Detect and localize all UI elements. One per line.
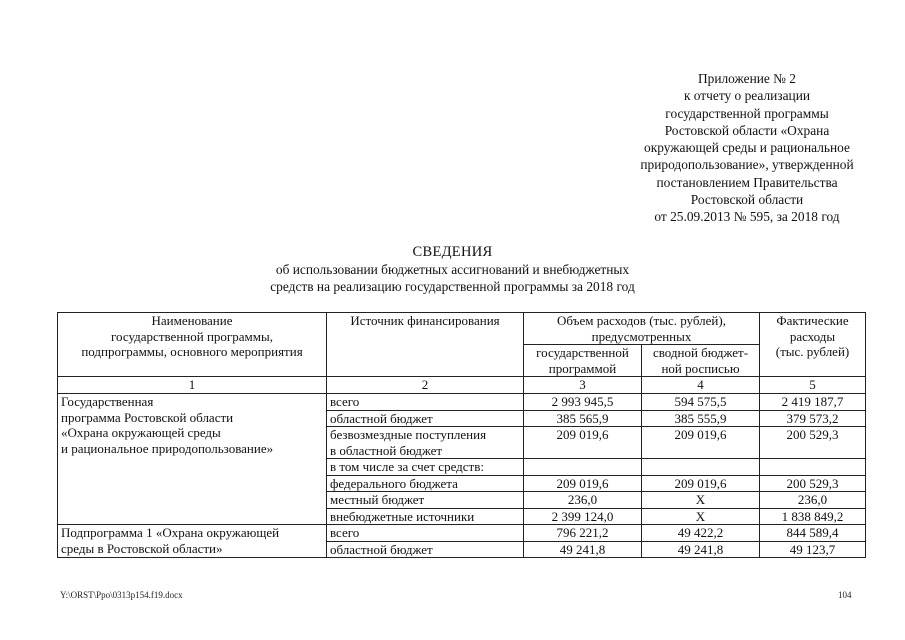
list-cell: 209 019,6 xyxy=(642,475,760,492)
column-number: 4 xyxy=(642,377,760,394)
planned-cell: 49 241,8 xyxy=(524,541,642,558)
list-cell: 49 241,8 xyxy=(642,541,760,558)
title-heading: СВЕДЕНИЯ xyxy=(412,244,493,260)
source-text: безвозмездные поступления xyxy=(330,427,487,442)
list-cell: Х xyxy=(642,492,760,509)
source-cell xyxy=(327,475,524,492)
source-text: в том числе за счет средств: xyxy=(330,459,484,474)
source-text: всего xyxy=(330,394,360,409)
actual-cell: 236,0 xyxy=(760,492,866,509)
appendix-line: к отчету о реализации xyxy=(683,88,811,104)
header-text: сводной бюджет- xyxy=(652,345,749,360)
actual-cell: 2 419 187,7 xyxy=(760,394,866,411)
header-text: ной росписью xyxy=(661,360,740,376)
appendix-line: от 25.09.2013 № 595, за 2018 год xyxy=(654,209,840,225)
list-cell xyxy=(642,459,760,476)
program-name-line: Государственная xyxy=(61,394,154,409)
header-name xyxy=(58,313,327,377)
header-volume xyxy=(524,313,760,345)
program-name-cell xyxy=(58,525,327,558)
source-text: всего xyxy=(330,525,360,540)
actual-cell: 200 529,3 xyxy=(760,475,866,492)
program-name-line: Подпрограмма 1 «Охрана окружающей xyxy=(61,525,280,540)
appendix-line: Ростовской области «Охрана xyxy=(664,122,830,138)
footer-page-number: 104 xyxy=(838,590,852,600)
planned-cell: 2 399 124,0 xyxy=(524,508,642,525)
planned-cell: 2 993 945,5 xyxy=(524,394,642,411)
source-cell xyxy=(327,508,524,525)
header-text: государственной xyxy=(536,345,629,360)
column-number: 3 xyxy=(524,377,642,394)
column-number: 1 xyxy=(58,377,327,394)
header-row xyxy=(58,313,866,345)
source-cell xyxy=(327,525,524,542)
appendix-line: постановлением Правительства xyxy=(656,174,838,190)
header-text: Источник финансирования xyxy=(350,313,500,328)
source-cell xyxy=(327,410,524,427)
appendix-line: государственной программы xyxy=(665,105,829,121)
budget-table xyxy=(57,312,866,558)
program-name-line: и рациональное природопользование» xyxy=(61,440,274,456)
header-text: программой xyxy=(548,360,617,376)
table-row xyxy=(58,525,866,542)
header-text: государственной программы, xyxy=(111,328,273,344)
program-name-line: среды в Ростовской области» xyxy=(61,540,223,556)
actual-cell: 844 589,4 xyxy=(760,525,866,542)
header-text: расходы xyxy=(789,328,836,344)
header-text: Наименование xyxy=(151,313,233,328)
actual-cell xyxy=(760,459,866,476)
header-text: предусмотренных xyxy=(591,328,692,344)
source-cell xyxy=(327,427,524,459)
planned-cell: 209 019,6 xyxy=(524,475,642,492)
planned-cell xyxy=(524,459,642,476)
actual-cell: 49 123,7 xyxy=(760,541,866,558)
header-text: Фактические xyxy=(776,313,849,328)
appendix-line: Приложение № 2 xyxy=(697,71,797,86)
footer-file-path: Y:\ORST\Ppo\0313p154.f19.docx xyxy=(60,590,183,600)
source-cell xyxy=(327,492,524,509)
header-text: Объем расходов (тыс. рублей), xyxy=(557,313,726,328)
list-cell: 594 575,5 xyxy=(642,394,760,411)
header-state-program xyxy=(524,345,642,377)
planned-cell: 796 221,2 xyxy=(524,525,642,542)
source-text: внебюджетные источники xyxy=(330,508,475,524)
list-cell: Х xyxy=(642,508,760,525)
source-text: федерального бюджета xyxy=(330,475,458,491)
appendix-line: природопользование», утвержденной xyxy=(640,157,854,173)
source-text: областной бюджет xyxy=(330,541,433,557)
column-number: 2 xyxy=(327,377,524,394)
appendix-line: Ростовской области xyxy=(690,192,804,208)
source-text: в областной бюджет xyxy=(330,442,443,458)
header-budget-list xyxy=(642,345,760,377)
list-cell: 49 422,2 xyxy=(642,525,760,542)
source-text: областной бюджет xyxy=(330,410,433,426)
title-line: об использовании бюджетных ассигнований и внебюджетных xyxy=(275,262,630,277)
program-name-line: «Охрана окружающей среды xyxy=(61,425,221,440)
header-actual xyxy=(760,313,866,377)
program-name-line: программа Ростовской области xyxy=(61,409,234,425)
list-cell: 385 555,9 xyxy=(642,410,760,427)
header-text: (тыс. рублей) xyxy=(775,344,850,359)
title-line: средств на реализацию государственной программы за 2018 год xyxy=(270,279,635,294)
actual-cell: 200 529,3 xyxy=(760,427,866,459)
planned-cell: 236,0 xyxy=(524,492,642,509)
source-text: местный бюджет xyxy=(330,492,425,507)
source-cell xyxy=(327,459,524,476)
planned-cell: 209 019,6 xyxy=(524,427,642,459)
column-number-row xyxy=(58,377,866,394)
actual-cell: 1 838 849,2 xyxy=(760,508,866,525)
planned-cell: 385 565,9 xyxy=(524,410,642,427)
appendix-line: окружающей среды и рациональное xyxy=(644,140,850,156)
list-cell: 209 019,6 xyxy=(642,427,760,459)
document-title xyxy=(0,244,905,295)
actual-cell: 379 573,2 xyxy=(760,410,866,427)
source-cell xyxy=(327,541,524,558)
header-source xyxy=(327,313,524,377)
source-cell xyxy=(327,394,524,411)
column-number: 5 xyxy=(760,377,866,394)
table-row xyxy=(58,394,866,411)
appendix-note xyxy=(612,70,882,226)
program-name-cell xyxy=(58,394,327,525)
header-text: подпрограммы, основного мероприятия xyxy=(81,344,303,359)
